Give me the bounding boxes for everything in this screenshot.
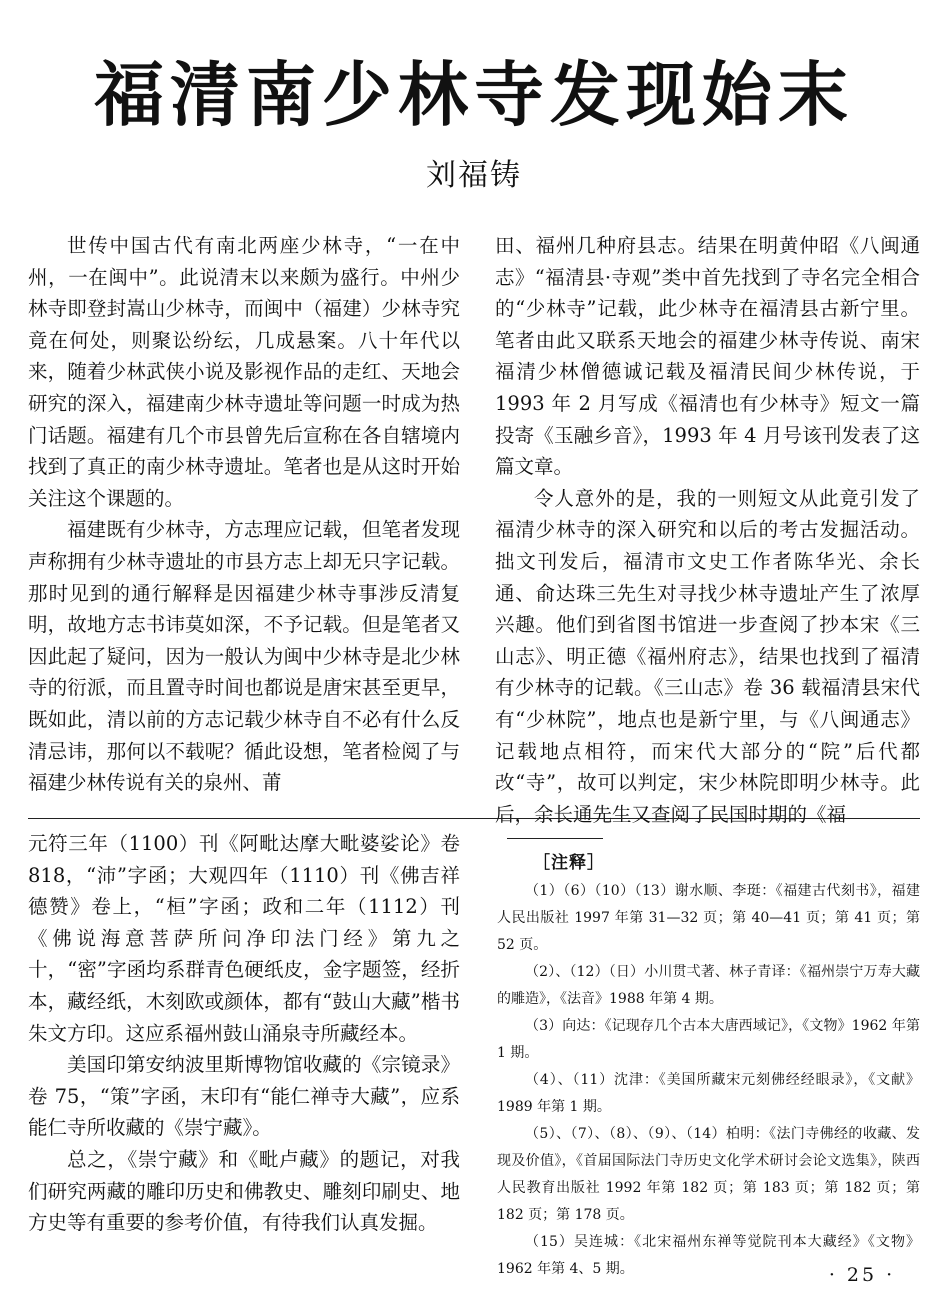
previous-article-paragraph: 元符三年（1100）刊《阿毗达摩大毗婆娑论》卷 818，“沛”字函；大观四年（1110）刊《佛吉祥德赞》卷上，“桓”字函；政和二年（1112）刊《佛说海意菩萨所问净印法门经》第九之十，“密”字函均系群青色硬纸皮，金字题签，经折本，藏经纸，木刻欧或颜体，都有“鼓山大藏”楷书朱文方印。这应系福州鼓山涌泉寺所藏经本。 [28, 832, 460, 1045]
article-paragraph: 田、福州几种府县志。结果在明黄仲昭《八闽通志》“福清县·寺观”类中首先找到了寺名完全相合的“少林寺”记载，此少林寺在福清县古新宁里。笔者由此又联系天地会的福建少林寺传说、南宋福清少林僧德诚记载及福清民间少林传说，于 1993 年 2 月写成《福清也有少林寺》短文一篇投寄《玉融乡音》，1993 年 4 月号该刊发表了这篇文章。 [495, 234, 920, 479]
note-item: （4）、（11）沈津：《美国所藏宋元刻佛经经眼录》，《文献》1989 年第 1 期。 [497, 1072, 920, 1115]
article-left-column [28, 230, 460, 812]
previous-article-paragraph: 美国印第安纳波里斯博物馆收藏的《宗镜录》卷 75，“策”字函，末印有“能仁禅寺大藏”，应系能仁寺所收藏的《崇宁藏》。 [28, 1053, 460, 1140]
page-number: · 25 · [828, 1264, 896, 1286]
note-item: （2）、（12）（日）小川贯弌著、林子青译：《福州崇宁万寿大藏的雕造》，《法音》1988 年第 4 期。 [497, 964, 920, 1007]
notes-divider [507, 838, 603, 839]
article-paragraph: 世传中国古代有南北两座少林寺，“一在中州，一在闽中”。此说清末以来颇为盛行。中州少林寺即登封嵩山少林寺，而闽中（福建）少林寺究竟在何处，则聚讼纷纭，几成悬案。八十年代以来，随着少林武侠小说及影视作品的走红、天地会研究的深入，福建南少林寺遗址等问题一时成为热门话题。福建有几个市县曾先后宣称在各自辖境内找到了真正的南少林寺遗址。笔者也是从这时开始关注这个课题的。 [28, 234, 460, 510]
note-item: （1）（6）（10）（13）谢水顺、李珽：《福建古代刻书》，福建人民出版社 1997 年第 31—32 页；第 40—41 页；第 41 页；第 52 页。 [497, 883, 920, 953]
note-item: （5）、（7）、（8）、（9）、（14）柏明：《法门寺佛经的收藏、发现及价值》，《首届国际法门寺历史文化学术研讨会论文选集》，陕西人民教育出版社 1992 年第 182 页；第 183 页；第 182 页；第 182 页；第 178 页。 [497, 1126, 920, 1223]
article-paragraph: 令人意外的是，我的一则短文从此竟引发了福清少林寺的深入研究和以后的考古发掘活动。拙文刊发后，福清市文史工作者陈华光、余长通、俞达珠三先生对寻找少林寺遗址产生了浓厚兴趣。他们到省图书馆进一步查阅了抄本宋《三山志》、明正德《福州府志》，结果也找到了福清有少林寺的记载。《三山志》卷 36 载福清县宋代有“少林院”，地点也是新宁里，与《八闽通志》记载地点相符，而宋代大部分的“院”后代都改“寺”，故可以判定，宋少林院即明少林寺。此后，余长通先生又查阅了民国时期的《福 [495, 486, 920, 826]
previous-article-column [28, 828, 460, 1248]
note-item: （3）向达：《记现存几个古本大唐西域记》，《文物》1962 年第 1 期。 [497, 1018, 920, 1061]
article-right-column [495, 230, 920, 826]
note-item: （15）吴连城：《北宋福州东禅等觉院刊本大藏经》《文物》1962 年第 4、5 期。 [497, 1234, 920, 1277]
article-author: 刘福铸 [426, 158, 522, 193]
previous-article-paragraph: 总之，《崇宁藏》和《毗卢藏》的题记，对我们研究两藏的雕印历史和佛教史、雕刻印刷史、地方史等有重要的参考价值，有待我们认真发掘。 [28, 1147, 460, 1235]
notes-header: ［注释］ [533, 853, 605, 873]
article-paragraph: 福建既有少林寺，方志理应记载，但笔者发现声称拥有少林寺遗址的市县方志上却无只字记载。那时见到的通行解释是因福建少林寺事涉反清复明，故地方志书讳莫如深，不予记载。但是笔者又因此起了疑问，因为一般认为闽中少林寺是北少林寺的衍派，而且置寺时间也都说是唐宋甚至更早，既如此，清以前的方志记载少林寺自不必有什么反清忌讳，那何以不载呢？循此设想，笔者检阅了与福建少林传说有关的泉州、莆 [28, 518, 460, 795]
section-divider [28, 818, 920, 819]
article-title: 福清南少林寺发现始末 [94, 54, 854, 136]
